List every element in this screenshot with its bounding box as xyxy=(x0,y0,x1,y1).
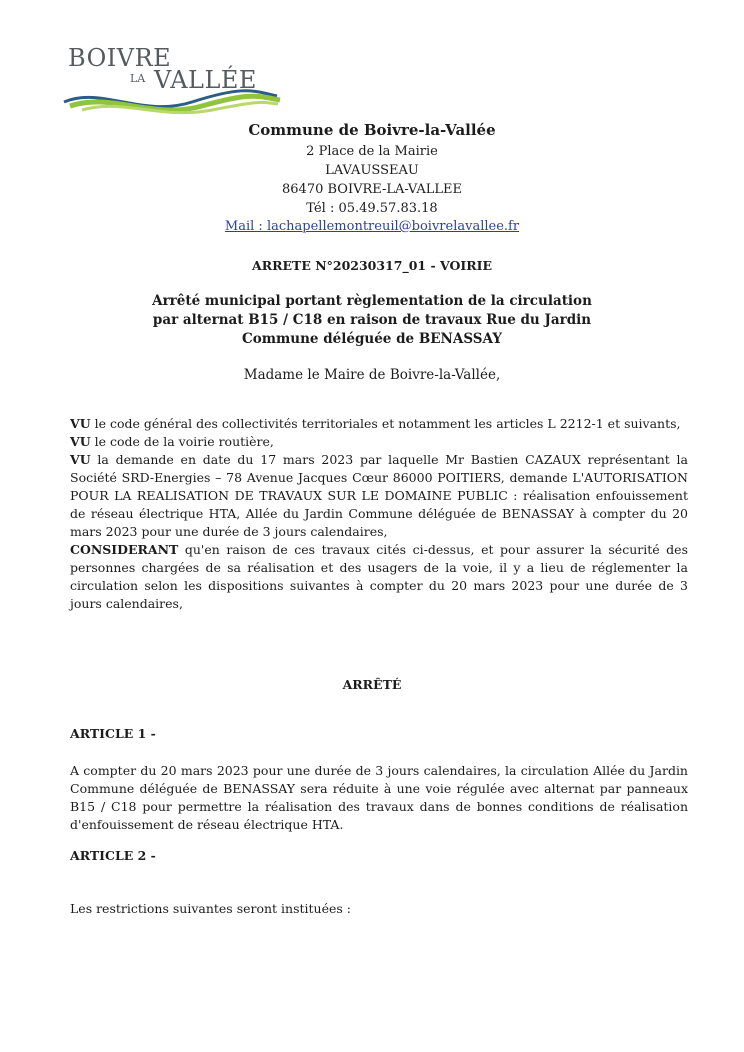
mail-line xyxy=(0,219,744,234)
mayor-line: Madame le Maire de Boivre-la-Vallée, xyxy=(243,367,501,383)
consideration-text: le code général des collectivités territoriales et notamment les articles L 2212-1 et suivants, xyxy=(90,416,681,431)
consideration-keyword: VU xyxy=(70,452,91,467)
arrete-number: ARRETE N°20230317_01 - VOIRIE xyxy=(252,258,492,273)
consideration-keyword: CONSIDERANT xyxy=(70,542,179,557)
consideration-text: la demande en date du 17 mars 2023 par laquelle Mr Bastien CAZAUX représentant la Société SRD-Energies – 78 Avenue Jacques Cœur 86000 POITIERS, demande L'AUTORISATION POUR LA REALISATION DE TRAVAUX SUR LE DOMAINE PUBLIC : réalisation enfouissement de réseau électrique HTA, Allée du Jardin Commune déléguée de BENASSAY à compter du 20 mars 2023 pour une durée de 3 jours calendaires, xyxy=(70,452,688,539)
title-line-3: Commune déléguée de BENASSAY xyxy=(241,331,502,347)
logo-wave-icon xyxy=(62,84,282,120)
title-line-2: par alternat B15 / C18 en raison de travaux Rue du Jardin xyxy=(152,312,592,328)
consideration-item xyxy=(70,451,688,541)
consideration-keyword: VU xyxy=(70,416,91,431)
title-line-1: Arrêté municipal portant règlementation de la circulation xyxy=(152,293,592,309)
article-2-title: ARTICLE 2 - xyxy=(70,848,156,863)
logo-text-boivre: BOIVRE xyxy=(68,44,172,72)
address-line-3: 86470 BOIVRE-LA-VALLEE xyxy=(282,182,462,197)
consideration-item xyxy=(70,433,688,451)
consideration-keyword: VU xyxy=(70,434,91,449)
consideration-text: le code de la voirie routière, xyxy=(90,434,274,449)
address-line-2: LAVAUSSEAU xyxy=(325,163,419,178)
article-1-text: A compter du 20 mars 2023 pour une durée de 3 jours calendaires, la circulation Allée du Jardin Commune déléguée de BENASSAY sera réduite à une voie régulée avec alternat par panneaux B15 / C18 pour permettre la réalisation des travaux dans de bonnes conditions de réalisation d'enfouissement de réseau électrique HTA. xyxy=(70,763,688,832)
considerations-block xyxy=(70,415,688,613)
consideration-item xyxy=(70,415,688,433)
arrete-title xyxy=(0,292,744,349)
mail-link[interactable]: lachapellemontreuil@boivrelavallee.fr xyxy=(266,219,520,234)
commune-name: Commune de Boivre-la-Vallée xyxy=(248,121,496,139)
logo-text-la: LA xyxy=(130,72,146,85)
consideration-item xyxy=(70,541,688,613)
address-line-1: 2 Place de la Mairie xyxy=(306,144,438,159)
article-2-text: Les restrictions suivantes seront instituées : xyxy=(70,901,352,916)
boivre-la-vallee-logo xyxy=(62,40,282,120)
phone-number: Tél : 05.49.57.83.18 xyxy=(306,201,438,216)
article-1-title: ARTICLE 1 - xyxy=(70,726,156,741)
logo-text-vallee: VALLÉE xyxy=(154,66,257,94)
arrete-heading: ARRÊTÉ xyxy=(342,677,402,692)
mail-label: Mail : xyxy=(224,219,267,234)
consideration-text: qu'en raison de ces travaux cités ci-dessus, et pour assurer la sécurité des personnes chargées de sa réalisation et des usagers de la voie, il y a lieu de réglementer la circulation selon les dispositions suivantes à compter du 20 mars 2023 pour une durée de 3 jours calendaires, xyxy=(70,542,688,611)
